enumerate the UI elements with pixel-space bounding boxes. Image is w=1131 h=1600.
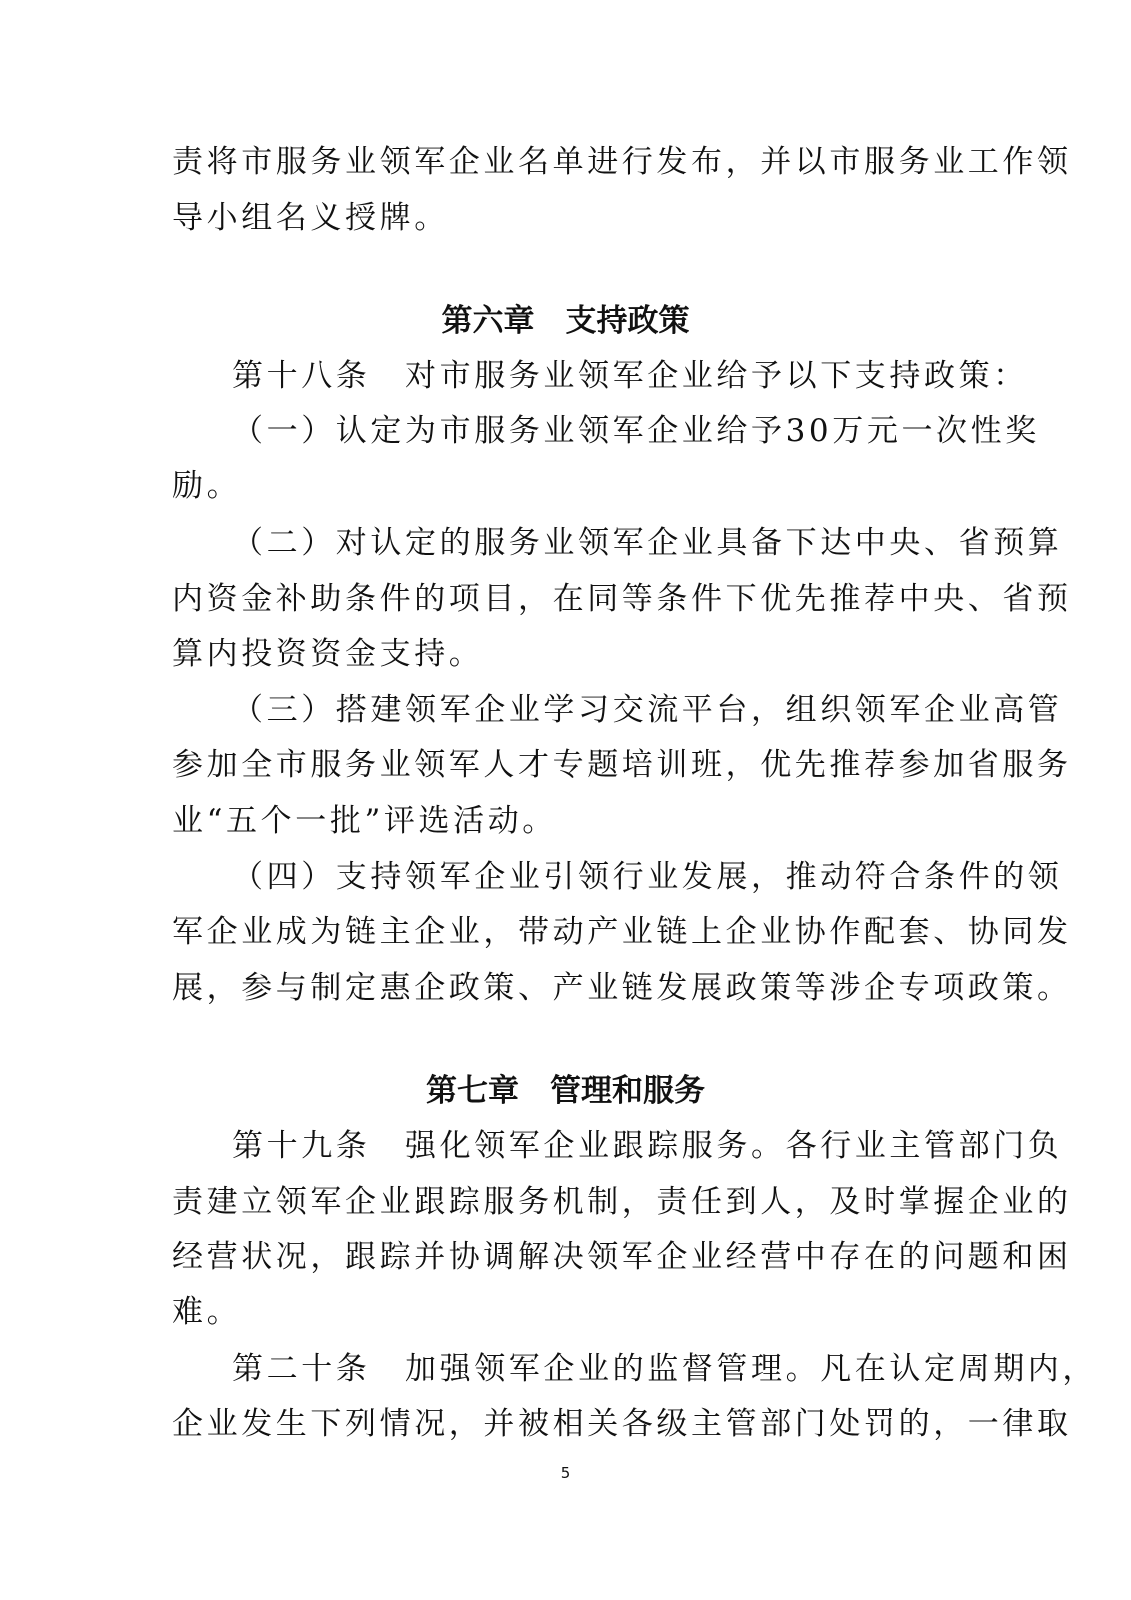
paragraph-line: （二）对认定的服务业领军企业具备下达中央、省预算	[232, 525, 1063, 561]
paragraph-line: 难。	[172, 1294, 242, 1330]
article-20-line: 第二十条 加强领军企业的监督管理。凡在认定周期内，	[232, 1351, 1097, 1387]
paragraph-line: 内资金补助条件的项目，在同等条件下优先推荐中央、省预	[172, 581, 1072, 617]
chapter-heading-6: 第六章 支持政策	[441, 303, 690, 339]
paragraph-line: 参加全市服务业领军人才专题培训班，优先推荐参加省服务	[172, 747, 1072, 783]
paragraph-line: （三）搭建领军企业学习交流平台，组织领军企业高管	[232, 692, 1063, 728]
paragraph-line: 业“五个一批”评选活动。	[172, 803, 557, 839]
page-number: 5	[560, 1464, 571, 1482]
paragraph-line: 导小组名义授牌。	[172, 200, 449, 236]
paragraph-line: （四）支持领军企业引领行业发展，推动符合条件的领	[232, 859, 1063, 895]
paragraph-line: 励。	[172, 468, 242, 504]
article-19-line: 第十九条 强化领军企业跟踪服务。各行业主管部门负	[232, 1128, 1063, 1164]
paragraph-line: 经营状况，跟踪并协调解决领军企业经营中存在的问题和困	[172, 1239, 1072, 1275]
paragraph-line: 企业发生下列情况，并被相关各级主管部门处罚的，一律取	[172, 1406, 1072, 1442]
article-18-line: 第十八条 对市服务业领军企业给予以下支持政策：	[232, 358, 1028, 394]
paragraph-line: 算内投资资金支持。	[172, 636, 484, 672]
paragraph-line: 责建立领军企业跟踪服务机制，责任到人，及时掌握企业的	[172, 1184, 1072, 1220]
paragraph-line: 军企业成为链主企业，带动产业链上企业协作配套、协同发	[172, 914, 1072, 950]
paragraph-line: 展，参与制定惠企政策、产业链发展政策等涉企专项政策。	[172, 970, 1072, 1006]
paragraph-line: 责将市服务业领军企业名单进行发布，并以市服务业工作领	[172, 144, 1072, 180]
chapter-heading-7: 第七章 管理和服务	[426, 1073, 705, 1109]
paragraph-line: （一）认定为市服务业领军企业给予30万元一次性奖	[232, 413, 1040, 449]
